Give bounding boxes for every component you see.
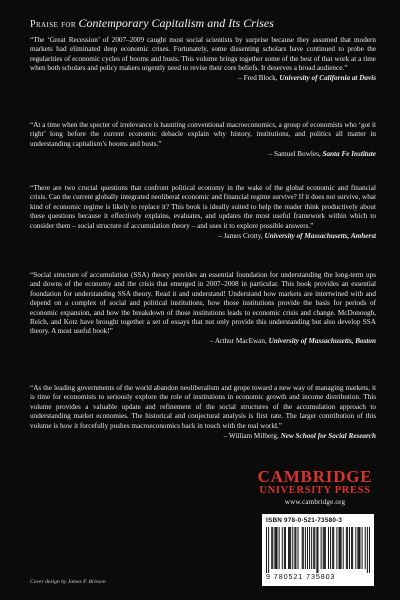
publisher-subtitle: UNIVERSITY PRESS: [259, 485, 371, 496]
barcode-bar: [309, 527, 310, 569]
quote-author: – James Crotty,: [218, 231, 263, 240]
quote-author: – Arthur MacEwan,: [209, 337, 267, 346]
barcode-bar: [317, 527, 318, 573]
quote-attribution: [30, 74, 376, 83]
quote-attribution: [30, 232, 376, 241]
barcode-bar: [367, 527, 368, 573]
barcode-bar: [323, 527, 324, 569]
barcode-bar: [358, 527, 359, 569]
barcode-bar: [295, 527, 296, 569]
quote-attribution: [30, 432, 376, 441]
barcode-bar: [305, 527, 306, 569]
book-title: Contemporary Capitalism and Its Crises: [78, 16, 274, 30]
barcode-bar: [274, 527, 275, 569]
barcode-bar: [362, 527, 363, 569]
barcode-bar: [311, 527, 312, 569]
barcode-bar: [325, 527, 326, 569]
barcode-bar: [290, 527, 291, 569]
barcode-bar: [349, 527, 350, 569]
quote-institution: University of Massachusetts, Amherst: [264, 231, 376, 240]
barcode-bar: [277, 527, 278, 569]
barcode-bar: [336, 527, 337, 569]
praise-prefix: Praise for: [30, 19, 76, 30]
endorsement-quote: [30, 271, 376, 347]
barcode-bar: [272, 527, 273, 569]
barcode-bar: [275, 527, 276, 569]
barcode-bar: [333, 527, 334, 569]
quote-author: – William Milberg,: [223, 431, 279, 440]
barcode-bar: [294, 527, 295, 569]
barcode-bar: [341, 527, 342, 569]
quote-attribution: [30, 337, 376, 346]
barcode-bar: [314, 527, 315, 569]
quote-text: “As the leading governments of the world abandon neoliberalism and grope toward a new way of managing markets, it is time for economists to seriously explore the role of institutions in economic growth and income distribution. This volume provides a valuable update and refinement of the social structures of the accumulation approach to understanding market economies. The historical and conjectural analysis is first rate. The larger contribution of this volume is how it forcefully pushes macroeconomics back in touch with the real world.”: [30, 384, 376, 430]
barcode-bar: [369, 527, 370, 573]
barcode-bar: [324, 527, 325, 569]
barcode-bar: [355, 527, 356, 569]
isbn-barcode: [262, 514, 374, 586]
barcode-bar: [352, 527, 353, 569]
isbn-text: ISBN 978-0-521-73580-3: [266, 517, 343, 524]
barcode-bar: [284, 527, 285, 569]
endorsement-quote: [30, 384, 376, 441]
barcode-bar: [338, 527, 339, 569]
barcode-bar: [351, 527, 352, 569]
quote-institution: New School for Social Research: [280, 431, 376, 440]
endorsement-quote: [30, 36, 376, 84]
barcode-bar: [266, 527, 267, 573]
barcode-bar: [288, 527, 289, 569]
barcode-digits: 9 780521 735803: [266, 572, 336, 581]
quote-author: – Fred Block,: [238, 74, 278, 83]
quote-institution: Santa Fe Institute: [322, 149, 376, 158]
quote-text: “At a time when the specter of irrelevance is haunting conventional macroeconomics, a group of economists who ‘got it right’ long before the current economic debacle explain why history, institutions, and politics all matter in understanding capitalism’s booms and busts.”: [30, 121, 376, 148]
publisher-url: www.cambridge.org: [284, 498, 346, 506]
barcode-bar: [285, 527, 286, 569]
publisher-logo: [253, 468, 377, 506]
quote-institution: University of California at Davis: [279, 74, 376, 83]
endorsement-quote: [30, 121, 376, 159]
quote-text: “Social structure of accumulation (SSA) theory provides an essential foundation for understanding the long-term ups and downs of the economy and the crisis that emerged in 2007–2008 in particular. This book provides an essential foundation for understanding SSA theory. Read it and understand! Understand how markets are intertwined with and depend on a complex of social and political institutions, how those institutions provide the basis for periods of economic expansion, and how the breakdown of those institutions leads to economic crisis and change. McDonough, Reich, and Kotz have brought together a set of essays that not only provide this understanding but also develop SSA theory. A most useful book!”: [30, 271, 376, 336]
barcode-bar: [321, 527, 322, 569]
quote-author: – Samuel Bowles,: [268, 149, 321, 158]
barcode-bar: [347, 527, 348, 569]
quote-text: “There are two crucial questions that confront political economy in the wake of the global economic and financial crisis. Can the current globally integrated neoliberal economic and financial regime survive? If it does not survive, what kind of economic regime is likely to replace it? This book is ideally suited to help the reader think productively about these questions because it effectively explains, evaluates, and updates the most useful framework within which to consider them – social structure of accumulation theory – and uses it to explore possible answers.”: [30, 184, 376, 230]
quote-text: “The ‘Great Recession’ of 2007–2009 caught most social scientists by surprise because they assumed that modern markets had eliminated deep economic crises. Fortunately, some dissenting scholars have continued to probe the regularities of economic cycles of booms and busts. This volume brings together some of the best of that work at a time when both scholars and policy makers urgently need to revise their core beliefs. It deserves a broad audience.”: [30, 36, 376, 73]
publisher-name: CAMBRIDGE: [257, 467, 373, 486]
barcode-bar: [365, 527, 366, 569]
barcode-bar: [282, 527, 283, 569]
barcode-bar: [289, 527, 290, 569]
barcode-bar: [343, 527, 344, 569]
barcode-bar: [357, 527, 358, 569]
barcode-bar: [302, 527, 303, 569]
barcode-bar: [303, 527, 304, 569]
barcode-bar: [332, 527, 333, 569]
barcode-bar: [271, 527, 272, 569]
barcode-bar: [340, 527, 341, 569]
barcode-bars: [266, 527, 370, 573]
barcode-bar: [298, 527, 299, 569]
barcode-bar: [307, 527, 308, 569]
barcode-bar: [359, 527, 360, 569]
barcode-bar: [328, 527, 329, 569]
quote-institution: University of Massachusetts, Boston: [268, 337, 376, 346]
endorsement-quote: [30, 184, 376, 241]
quote-attribution: [30, 150, 376, 159]
barcode-bar: [292, 527, 293, 569]
barcode-bar: [279, 527, 280, 569]
barcode-bar: [316, 527, 317, 573]
praise-heading: [30, 17, 375, 31]
barcode-bar: [330, 527, 331, 569]
cover-design-credit: Cover design by James F. Brisson: [30, 579, 106, 585]
barcode-bar: [313, 527, 314, 569]
barcode-bar: [268, 527, 269, 573]
barcode-bar: [346, 527, 347, 569]
